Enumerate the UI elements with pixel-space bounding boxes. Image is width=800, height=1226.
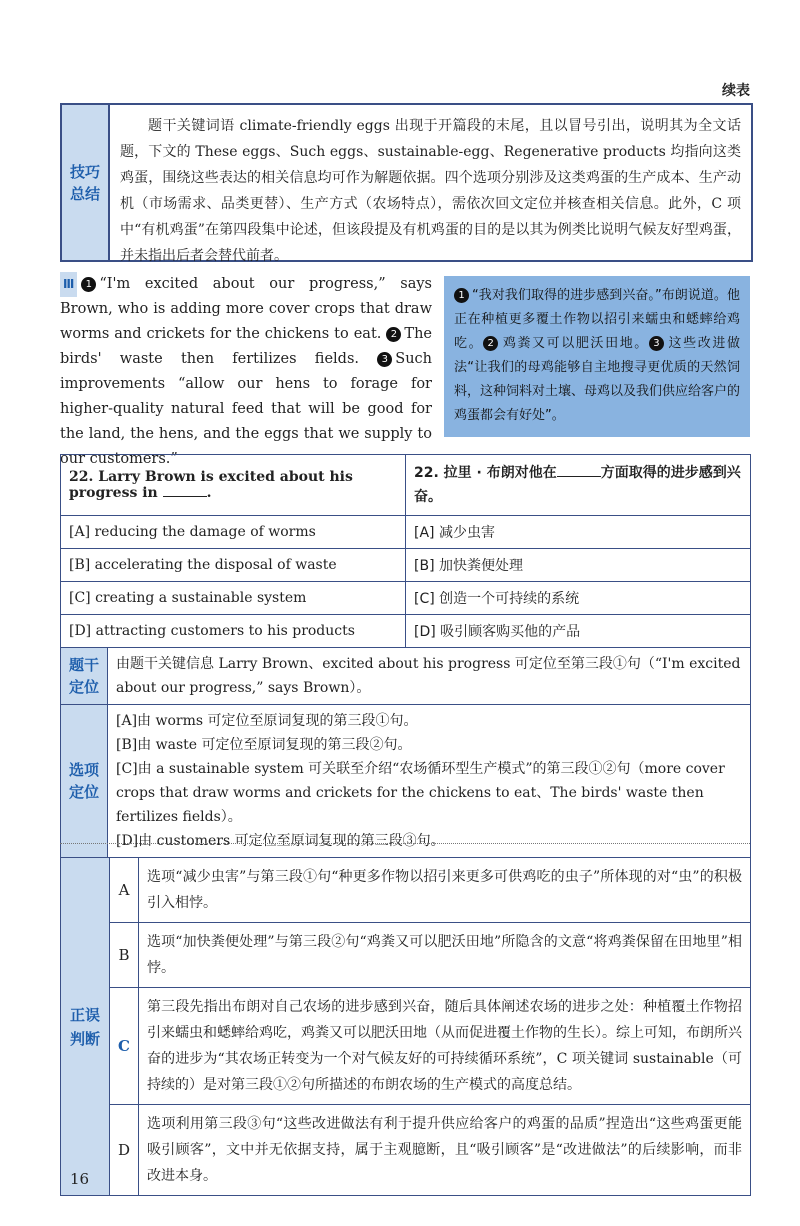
judgment-row-c	[61, 988, 751, 1105]
question-stem-row	[61, 455, 751, 516]
option-locate-b: [B]由 waste 可定位至原词复现的第三段②句。	[116, 737, 412, 753]
option-d-en: [D] attracting customers to his products	[61, 615, 406, 648]
answer-blank	[557, 476, 601, 477]
option-locate-label: 选项 定位	[61, 705, 108, 857]
tip-summary-text: 题干关键词语 climate-friendly eggs 出现于开篇段的末尾，且以冒号引出，说明其为全文话题，下文的 These eggs、Such eggs、sustainable-egg、Regenerative products 均指向这类鸡蛋，围绕这些表达的相关信息均可作为解题依据。四个选项分别涉及这类鸡蛋的生产成本、生产动机（市场需求、品类更替）、生产方式（农场特点），需依次回文定位并核查相关信息。此外，C 项中“有机鸡蛋”在第四段集中论述，但该段提及有机鸡蛋的目的是以其为例类比说明气候友好型鸡蛋，并未指出后者会替代前者。	[120, 118, 741, 264]
answer-blank	[163, 496, 207, 497]
stem-locate-text: 由题干关键信息 Larry Brown、excited about his progress 可定位至第三段①句（“I'm excited about our progress,” says Brown）。	[116, 656, 741, 696]
judgment-table	[60, 857, 751, 1196]
question-table	[60, 454, 751, 858]
judgment-option-a: A	[110, 858, 139, 923]
translation-2: 鸡粪又可以肥沃田地。	[501, 336, 649, 351]
sentence-number-icon: 1	[454, 288, 469, 303]
tip-summary-label: 技巧 总结	[62, 105, 110, 260]
sentence-number-icon: 2	[386, 327, 401, 342]
translation-3: 这些改进做法“让我们的母鸡能够自主地搜寻更优质的天然饲料，这种饲料对土壤、母鸡以及我们供应给客户的鸡蛋都会有好处”。	[454, 336, 741, 423]
translation-1: “我对我们取得的进步感到兴奋。”布朗说道。他正在种植更多覆土作物以招引来蠕虫和蟋蟀给鸡吃。	[454, 288, 740, 351]
judgment-text-b: 选项“加快粪便处理”与第三段②句“鸡粪又可以肥沃田地”所隐含的文意“将鸡粪保留在田地里”相悖。	[139, 923, 751, 988]
stem-locate-label: 题干 定位	[61, 648, 108, 704]
option-row	[61, 549, 751, 582]
sentence-2: The birds' waste then fertilizes fields.	[60, 326, 432, 367]
tip-summary-box	[60, 103, 753, 262]
option-row	[61, 615, 751, 648]
sentence-number-icon: 1	[81, 277, 96, 292]
option-locate-row	[61, 705, 751, 858]
sentence-number-icon: 3	[649, 336, 664, 351]
paragraph-marker: Ⅲ	[60, 272, 77, 297]
judgment-option-b: B	[110, 923, 139, 988]
option-row	[61, 516, 751, 549]
passage-section	[60, 272, 750, 467]
continued-table-label: 续表	[722, 83, 750, 99]
judgment-row-a	[61, 858, 751, 923]
passage-english	[60, 272, 432, 472]
passage-translation	[444, 276, 750, 437]
option-b-en: [B] accelerating the disposal of waste	[61, 549, 406, 582]
option-d-zh: [D] 吸引顾客购买他的产品	[406, 615, 751, 648]
question-stem-en: 22. Larry Brown is excited about his progress in .	[61, 455, 406, 516]
judgment-text-c: 第三段先指出布朗对自己农场的进步感到兴奋，随后具体阐述农场的进步之处：种植覆土作物招引来蠕虫和蟋蟀给鸡吃，鸡粪又可以肥沃田地（从而促进覆土作物的生长）。综上可知，布朗所兴奋的进步为“其农场正转变为一个对气候友好的可持续循环系统”，C 项关键词 sustainable（可持续的）是对第三段①②句所描述的布朗农场的生产模式的高度总结。	[139, 988, 751, 1105]
dotted-divider	[60, 843, 750, 844]
stem-locate-row	[61, 648, 751, 705]
option-a-zh: [A] 减少虫害	[406, 516, 751, 549]
judgment-row-d	[61, 1105, 751, 1196]
sentence-1: “I'm excited about our progress,” says Brown, who is adding more cover crops that draw worms and crickets for the chickens to eat.	[60, 276, 432, 342]
page-number: 16	[70, 1170, 90, 1188]
judgment-option-c: C	[110, 988, 139, 1105]
sentence-number-icon: 3	[377, 352, 392, 367]
judgment-text-d: 选项利用第三段③句“这些改进做法有利于提升供应给客户的鸡蛋的品质”捏造出“这些鸡蛋更能吸引顾客”，文中并无依据支持，属于主观臆断，且“吸引顾客”是“改进做法”的后续影响，而非改进本身。	[139, 1105, 751, 1196]
judgment-option-d: D	[110, 1105, 139, 1196]
sentence-3: Such improvements “allow our hens to forage for higher-quality natural feed that will be good for the land, the hens, and the eggs that we supply to our customers.”	[60, 351, 432, 467]
option-row	[61, 582, 751, 615]
option-locate-c: [C]由 a sustainable system 可关联至介绍“农场循环型生产模式”的第三段①②句（more cover crops that draw worms and crickets for the chickens to eat、The birds' waste then fertilizes fields）。	[116, 761, 725, 825]
option-b-zh: [B] 加快粪便处理	[406, 549, 751, 582]
sentence-number-icon: 2	[483, 336, 498, 351]
judgment-row-b	[61, 923, 751, 988]
option-locate-a: [A]由 worms 可定位至原词复现的第三段①句。	[116, 713, 418, 729]
judgment-label: 正误 判断	[61, 858, 110, 1196]
option-locate-text	[108, 705, 751, 857]
option-locate-d: [D]由 customers 可定位至原词复现的第三段③句。	[116, 833, 445, 849]
option-a-en: [A] reducing the damage of worms	[61, 516, 406, 549]
judgment-text-a: 选项“减少虫害”与第三段①句“种更多作物以招引来更多可供鸡吃的虫子”所体现的对“虫”的积极引入相悖。	[139, 858, 751, 923]
option-c-en: [C] creating a sustainable system	[61, 582, 406, 615]
question-stem-zh: 22. 拉里 · 布朗对他在 方面取得的进步感到兴奋。	[406, 455, 751, 516]
option-c-zh: [C] 创造一个可持续的系统	[406, 582, 751, 615]
